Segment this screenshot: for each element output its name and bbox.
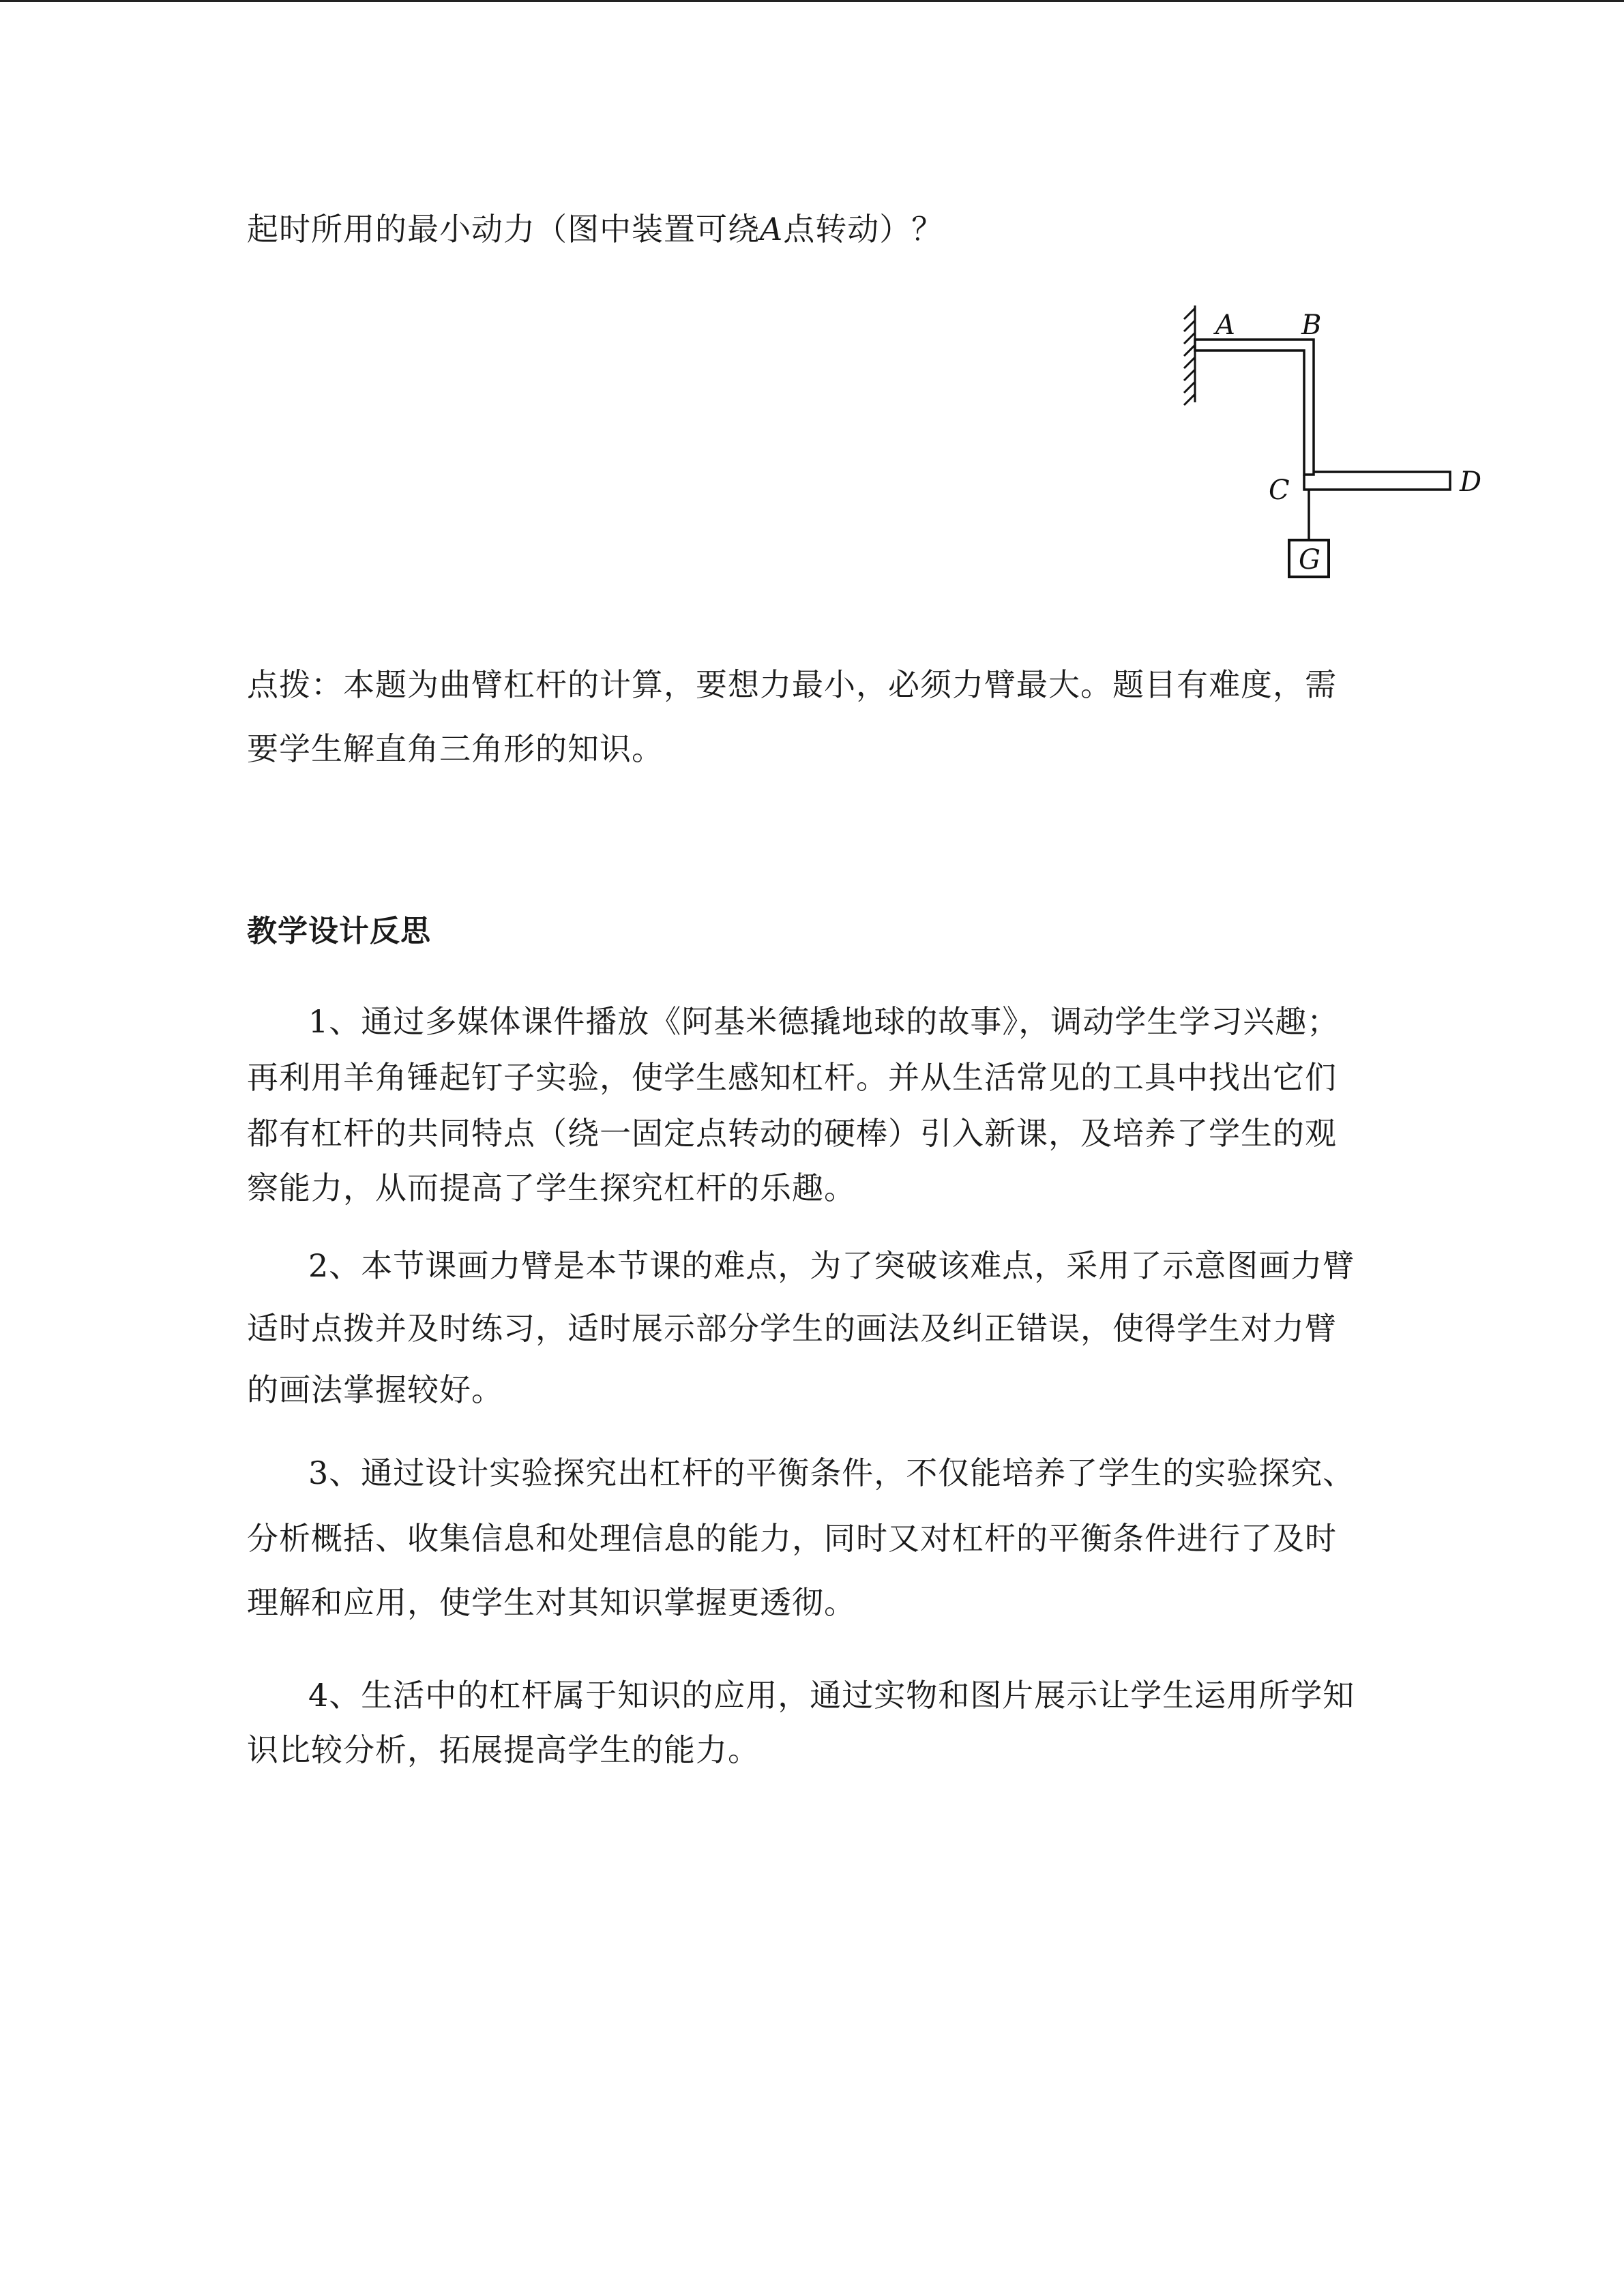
question-tail-line bbox=[247, 209, 943, 250]
p1-line-1: 1、通过多媒体课件播放《阿基米德撬地球的故事》，调动学生学习兴趣； bbox=[308, 1003, 1340, 1040]
top-border-rule bbox=[0, 0, 1624, 2]
p4-line-2: 识比较分析，拓展提高学生的能力。 bbox=[247, 1731, 760, 1768]
bent-lever-figure bbox=[1180, 293, 1521, 593]
label-b: B bbox=[1301, 310, 1322, 341]
bent-lever-diagram bbox=[1180, 293, 1521, 593]
hint-line-1: 点拨：本题为曲臂杠杆的计算，要想力最小，必须力臂最大。题目有难度，需 bbox=[247, 666, 1337, 703]
label-g: G bbox=[1299, 544, 1320, 576]
p2-line-2: 适时点拨并及时练习，适时展示部分学生的画法及纠正错误，使得学生对力臂 bbox=[247, 1310, 1337, 1347]
wall-hatching bbox=[1184, 305, 1195, 405]
label-d: D bbox=[1460, 466, 1482, 498]
p2-line-3: 的画法掌握较好。 bbox=[247, 1371, 503, 1408]
p3-line-1: 3、通过设计实验探究出杠杆的平衡条件，不仅能培养了学生的实验探究、 bbox=[308, 1455, 1355, 1491]
question-text-after: 点转动）？ bbox=[783, 211, 944, 248]
p3-line-3: 理解和应用，使学生对其知识掌握更透彻。 bbox=[247, 1584, 856, 1621]
p1-line-2: 再利用羊角锤起钉子实验，使学生感知杠杆。并从生活常见的工具中找出它们 bbox=[247, 1059, 1337, 1096]
p4-line-1: 4、生活中的杠杆属于知识的应用，通过实物和图片展示让学生运用所学知 bbox=[308, 1677, 1355, 1714]
label-c: C bbox=[1269, 475, 1290, 506]
question-text-before: 起时所用的最小动力（图中装置可绕 bbox=[247, 211, 760, 248]
label-a: A bbox=[1215, 310, 1235, 341]
p3-line-2: 分析概括、收集信息和处理信息的能力，同时又对杠杆的平衡条件进行了及时 bbox=[247, 1520, 1337, 1557]
p1-line-3: 都有杠杆的共同特点（绕一固定点转动的硬棒）引入新课，及培养了学生的观 bbox=[247, 1115, 1337, 1152]
hint-line-2: 要学生解直角三角形的知识。 bbox=[247, 730, 664, 767]
p1-line-4: 察能力，从而提高了学生探究杠杆的乐趣。 bbox=[247, 1169, 856, 1206]
bar-c-joint bbox=[1304, 475, 1314, 490]
p2-line-1: 2、本节课画力臂是本节课的难点，为了突破该难点，采用了示意图画力臂 bbox=[308, 1247, 1355, 1284]
bar-cd bbox=[1314, 472, 1450, 490]
question-point-label: A bbox=[760, 211, 784, 248]
bar-abc bbox=[1195, 340, 1314, 475]
reflection-title: 教学设计反思 bbox=[247, 914, 431, 949]
